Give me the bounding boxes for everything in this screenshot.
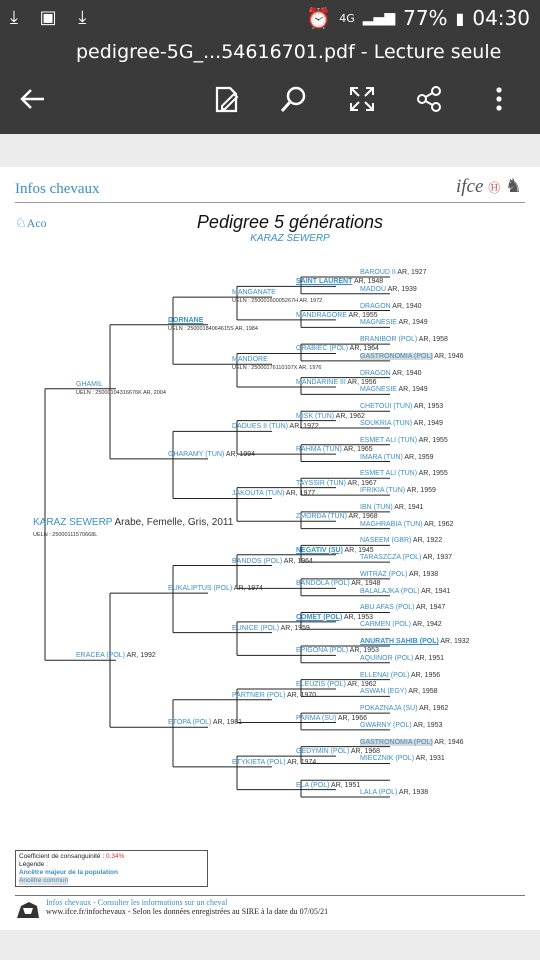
ifce-logo: ifce Ⓗ ♞: [456, 176, 522, 197]
search-icon[interactable]: [279, 84, 309, 114]
horse-name[interactable]: DRAGON: [360, 369, 391, 377]
horse-info: AR, 1948: [352, 278, 384, 286]
horse-info: Arabe, Femelle, Gris, 2011: [112, 516, 234, 528]
horse-name[interactable]: MANDORE: [232, 356, 268, 364]
horse-name[interactable]: ANURATH SAHIB (POL): [360, 638, 439, 646]
gen3-g3a[interactable]: [232, 289, 323, 305]
horse-name[interactable]: SOUKRIA (TUN): [360, 419, 413, 427]
gen5-g5q[interactable]: [360, 537, 442, 545]
fullscreen-icon[interactable]: [347, 84, 377, 114]
horse-info: AR, 1951: [329, 781, 361, 789]
legend-major: Ancêtre majeur de la population: [19, 869, 118, 876]
horse-name[interactable]: ELA (POL): [296, 781, 330, 789]
gen5-g5a[interactable]: [360, 269, 427, 277]
horse-name[interactable]: TARASZCZA (POL): [360, 554, 422, 562]
gen5-g5o[interactable]: [360, 504, 423, 512]
horse-name[interactable]: EPIGONA (POL): [296, 647, 349, 655]
clock: 04:30: [472, 6, 530, 30]
gen5-g5h[interactable]: [360, 386, 428, 394]
horse-info: AR, 1951: [413, 654, 445, 662]
horse-name[interactable]: POKAZNAJA (SU): [360, 705, 418, 713]
gen5-g5ae[interactable]: [360, 789, 428, 797]
gen3-g3c[interactable]: [232, 423, 319, 431]
horse-name[interactable]: DADUES II (TUN): [232, 423, 288, 431]
horse-info: AR, 1974: [232, 585, 263, 593]
gen5-g5c[interactable]: [360, 303, 421, 311]
horse-name[interactable]: BANDOLA (POL): [296, 580, 350, 588]
horse-info: AR, 1962: [422, 520, 454, 528]
horse-name[interactable]: SAINT LAURENT: [296, 278, 353, 286]
horse-info: AR, 1981: [211, 719, 243, 727]
horse-info: AR, 1949: [412, 419, 443, 427]
horse-name[interactable]: NEGATIV (SU): [296, 546, 343, 554]
horse-info: AR, 1966: [336, 714, 368, 722]
footer-line-2: www.ifce.fr/infochevaux - Selon les données enregistrées au SIRE à la date du 07/05/21: [46, 907, 329, 916]
horse-info: AR, 1938: [407, 570, 439, 578]
horse-name[interactable]: ELLENAI (POL): [360, 671, 410, 679]
legend-box: [15, 850, 208, 887]
horse-name[interactable]: GHAMIL: [76, 380, 103, 388]
gen5-g5x[interactable]: [360, 655, 444, 663]
horse-info: AR, 1965: [341, 446, 373, 454]
gen5-g5d[interactable]: [360, 319, 428, 327]
battery-icon: ▮: [455, 8, 465, 28]
horse-name[interactable]: IMARA (TUN): [360, 453, 403, 461]
horse-name[interactable]: MAGNESIE: [360, 319, 397, 327]
horse-info: AR, 1945: [342, 546, 374, 554]
horse-name[interactable]: ELEUZIS (POL): [296, 680, 346, 688]
gen1-g1b[interactable]: [76, 652, 156, 660]
gen2-g2b[interactable]: [168, 451, 255, 459]
horse-info: AR, 1940: [390, 369, 422, 377]
horse-ueln: UELN : 25000184064615S AR, 1984: [168, 325, 258, 332]
horse-info: AR, 1959: [405, 487, 436, 495]
gen1-g1a[interactable]: [76, 380, 166, 396]
horse-info: AR, 1932: [438, 638, 470, 646]
horse-name[interactable]: RAHMA (TUN): [296, 446, 342, 454]
network-label: 4G: [339, 11, 355, 25]
horse-name[interactable]: ASWAN (EGY): [360, 688, 407, 696]
gen5-g5ac[interactable]: [360, 739, 463, 747]
horse-name[interactable]: MANDRAGORE: [296, 311, 347, 319]
alarm-icon: ⏰: [306, 6, 332, 30]
horse-name[interactable]: MISK (TUN): [296, 412, 335, 420]
horse-name[interactable]: LALA (POL): [360, 789, 398, 796]
gen5-g5l[interactable]: [360, 454, 434, 462]
horse-name[interactable]: DORNANE: [168, 316, 204, 324]
horse-name[interactable]: ABU AFAS (POL): [360, 604, 415, 612]
gen3-g3h[interactable]: [232, 759, 316, 767]
horse-info: AR, 1946: [432, 738, 464, 746]
horse-name[interactable]: BRANIBOR (POL): [360, 336, 418, 344]
horse-name[interactable]: BAROUD II: [360, 269, 396, 276]
gen2-g2d[interactable]: [168, 719, 242, 727]
horse-ueln: UELN : 25000160005267H AR, 1972: [232, 298, 323, 305]
signal-icon: ▂▄▆: [362, 10, 396, 26]
horse-name[interactable]: IFRIKIA (TUN): [360, 487, 406, 495]
gen5-g5k[interactable]: [360, 437, 448, 445]
horse-info: AR, 1947: [414, 604, 446, 612]
footer-text: [46, 898, 328, 916]
gen5-g5w[interactable]: [360, 638, 470, 646]
horse-info: AR, 1994: [224, 450, 256, 458]
infos-chevaux-header: Infos chevaux: [15, 181, 100, 197]
horse-info: AR, 1968: [346, 513, 378, 521]
horse-info: AR, 1948: [349, 580, 381, 588]
horse-name[interactable]: IBN (TUN): [360, 503, 393, 511]
horse-name[interactable]: NASEEM (GBR): [360, 537, 412, 545]
horse-name[interactable]: GRABIEC (POL): [296, 345, 349, 353]
horse-name[interactable]: GHARAMY (TUN): [168, 450, 225, 458]
horse-name[interactable]: MAGHRABIA (TUN): [360, 520, 423, 528]
edit-pdf-icon[interactable]: [212, 84, 242, 114]
gen5-g5p[interactable]: [360, 521, 453, 529]
horse-info: AR, 1970: [285, 691, 317, 699]
horse-name[interactable]: PARTNER (POL): [232, 691, 286, 699]
horse-name[interactable]: ERACEA (POL): [76, 652, 126, 660]
gen5-g5ad[interactable]: [360, 755, 445, 763]
gen2-g2a[interactable]: [168, 316, 258, 332]
gen5-g5j[interactable]: [360, 420, 443, 428]
gen5-g5f[interactable]: [360, 353, 463, 361]
horse-info: AR, 1958: [406, 688, 438, 696]
horse-name[interactable]: WITRAZ (POL): [360, 570, 408, 578]
horse-info: AR, 1962: [417, 705, 449, 713]
horse-name[interactable]: JAKOUTA (TUN): [232, 490, 285, 498]
gen4-g4e[interactable]: [296, 413, 365, 421]
horse-info: AR, 1964: [348, 345, 379, 353]
horse-name[interactable]: KARAZ SEWERP: [33, 516, 113, 528]
pdf-page: [0, 167, 540, 930]
horse-info: AR, 1958: [417, 336, 448, 344]
horse-name[interactable]: ETYKIETA (POL): [232, 758, 286, 766]
horse-info: AR, 1962: [345, 680, 377, 688]
horse-info: AR, 1942: [410, 621, 442, 629]
horse-info: AR, 1962: [334, 412, 365, 420]
back-arrow-icon[interactable]: [18, 84, 48, 114]
app-toolbar: [0, 36, 540, 134]
gen3-g3e[interactable]: [232, 558, 313, 566]
gen5-g5g[interactable]: [360, 370, 421, 378]
horse-info: AR, 1939: [386, 285, 417, 293]
horse-logo-icon: [15, 898, 41, 922]
horse-info: AR, 1953: [348, 647, 379, 655]
horse-name[interactable]: BANDOS (POL): [232, 557, 283, 565]
aco-logo: ♘Aco: [15, 215, 47, 230]
gen5-g5u[interactable]: [360, 604, 445, 612]
horse-ueln: UELN : 25000176110107X AR, 1976: [232, 365, 322, 372]
horse-info: AR, 1959: [402, 453, 434, 461]
horse-name[interactable]: AQUINOR (POL): [360, 654, 414, 662]
gen3-g3d[interactable]: [232, 490, 315, 498]
horse-info: AR, 1927: [395, 269, 427, 276]
gen5-g5aa[interactable]: [360, 705, 448, 713]
horse-name[interactable]: CARMEN (POL): [360, 621, 411, 629]
share-icon[interactable]: [414, 84, 444, 114]
horse-name[interactable]: GEDYMIN (POL): [296, 748, 350, 756]
horse-info: AR, 1937: [421, 554, 453, 562]
battery-percent: 77%: [403, 6, 448, 30]
gen4-g4p[interactable]: [296, 782, 360, 790]
consanguinity-line: Coefficient de consanguinité : 0.34%: [19, 853, 125, 860]
pedigree-title: Pedigree 5 générations: [196, 212, 384, 232]
horse-info: AR, 1949: [396, 386, 428, 394]
horse-ueln: UELN : 25000104316676K AR, 2004: [76, 389, 166, 396]
gen5-g5s[interactable]: [360, 571, 438, 579]
horse-info: AR, 1938: [397, 789, 429, 796]
gen4-g4n[interactable]: [296, 715, 367, 723]
footer-divider: [15, 895, 525, 896]
horse-info: AR, 1964: [282, 557, 313, 565]
gen3-g3g[interactable]: [232, 692, 316, 700]
horse-name[interactable]: ETOPA (POL): [168, 719, 212, 727]
horse-name[interactable]: MANGANATE: [232, 289, 276, 297]
document-title: pedigree-5G_...54616701.pdf - Lecture seule: [76, 41, 502, 63]
horse-name[interactable]: EUKALIPTUS (POL): [168, 585, 233, 593]
horse-info: AR, 1922: [411, 537, 443, 545]
horse-info: AR, 1968: [349, 748, 381, 756]
gen2-g2c[interactable]: [168, 585, 263, 593]
pedigree-subtitle: KARAZ SEWERP: [250, 233, 330, 244]
horse-info: AR, 1956: [409, 671, 441, 679]
status-bar: [0, 0, 540, 36]
horse-name[interactable]: EUNICE (POL): [232, 624, 280, 632]
horse-name[interactable]: PARMA (SU): [296, 714, 337, 722]
footer-line-1[interactable]: Infos chevaux - Consulter les informations sur un cheval: [46, 898, 228, 907]
horse-name[interactable]: ESMET ALI (TUN): [360, 470, 418, 478]
horse-info: AR, 1972: [288, 423, 319, 431]
horse-name[interactable]: MADOU: [360, 285, 387, 293]
status-right: [306, 6, 530, 30]
horse-name[interactable]: TAYSSIR (TUN): [296, 479, 346, 487]
horse-info: AR, 1931: [414, 755, 445, 763]
horse-info: AR, 1992: [125, 652, 156, 660]
horse-name[interactable]: MANDARINE III: [296, 379, 346, 387]
horse-info: AR, 1940: [390, 302, 422, 310]
notification-icons: ⤓ ▣ ⤓: [10, 7, 95, 28]
gen5-g5z[interactable]: [360, 688, 438, 696]
main-horse[interactable]: [33, 516, 234, 538]
gen3-g3f[interactable]: [232, 625, 310, 633]
horse-name[interactable]: MIECZNIK (POL): [360, 755, 415, 763]
horse-info: AR, 1955: [346, 311, 378, 319]
horse-info: AR, 1977: [284, 490, 316, 498]
horse-info: AR, 1955: [417, 470, 448, 478]
horse-name[interactable]: ESMET ALI (TUN): [360, 436, 418, 444]
gen5-g5m[interactable]: [360, 470, 448, 478]
gen5-g5i[interactable]: [360, 403, 443, 411]
horse-info: AR, 1956: [345, 379, 377, 387]
gen5-g5t[interactable]: [360, 588, 450, 596]
horse-name[interactable]: CHETOUI (TUN): [360, 403, 413, 411]
horse-name[interactable]: GASTRONOMIA (POL): [360, 352, 433, 360]
horse-name[interactable]: COMET (POL): [296, 613, 343, 621]
gen5-g5b[interactable]: [360, 286, 417, 294]
gen5-g5v[interactable]: [360, 621, 442, 629]
horse-ueln: UELN : 25000111570668L: [33, 531, 98, 538]
horse-name[interactable]: MAGNESIE: [360, 386, 397, 394]
horse-info: AR, 1949: [396, 319, 428, 327]
horse-info: AR, 1953: [342, 613, 374, 621]
legend-common: Ancêtre commun: [19, 877, 69, 884]
more-options-icon[interactable]: [484, 84, 514, 114]
horse-name[interactable]: ZMORDA (TUN): [296, 513, 347, 521]
gen5-g5n[interactable]: [360, 487, 436, 495]
horse-info: AR, 1955: [417, 436, 448, 444]
gen5-g5y[interactable]: [360, 672, 440, 680]
gen5-g5ab[interactable]: [360, 722, 442, 730]
gen5-g5e[interactable]: [360, 336, 448, 344]
horse-name[interactable]: GASTRONOMIA (POL): [360, 738, 433, 746]
horse-info: AR, 1941: [392, 503, 424, 511]
horse-info: AR, 1946: [432, 352, 464, 360]
gen5-g5r[interactable]: [360, 554, 452, 562]
gen3-g3b[interactable]: [232, 356, 322, 372]
horse-info: AR, 1974: [285, 758, 317, 766]
horse-name[interactable]: GWARNY (POL): [360, 721, 412, 729]
legend-label: Légende :: [19, 861, 48, 868]
horse-info: AR, 1953: [411, 721, 443, 729]
horse-info: AR, 1967: [345, 479, 377, 487]
horse-info: AR, 1959: [279, 624, 310, 632]
horse-name[interactable]: BALALAJKA (POL): [360, 587, 420, 595]
horse-info: AR, 1941: [419, 587, 451, 595]
horse-name[interactable]: DRAGON: [360, 302, 391, 310]
horse-info: AR, 1953: [412, 403, 444, 411]
